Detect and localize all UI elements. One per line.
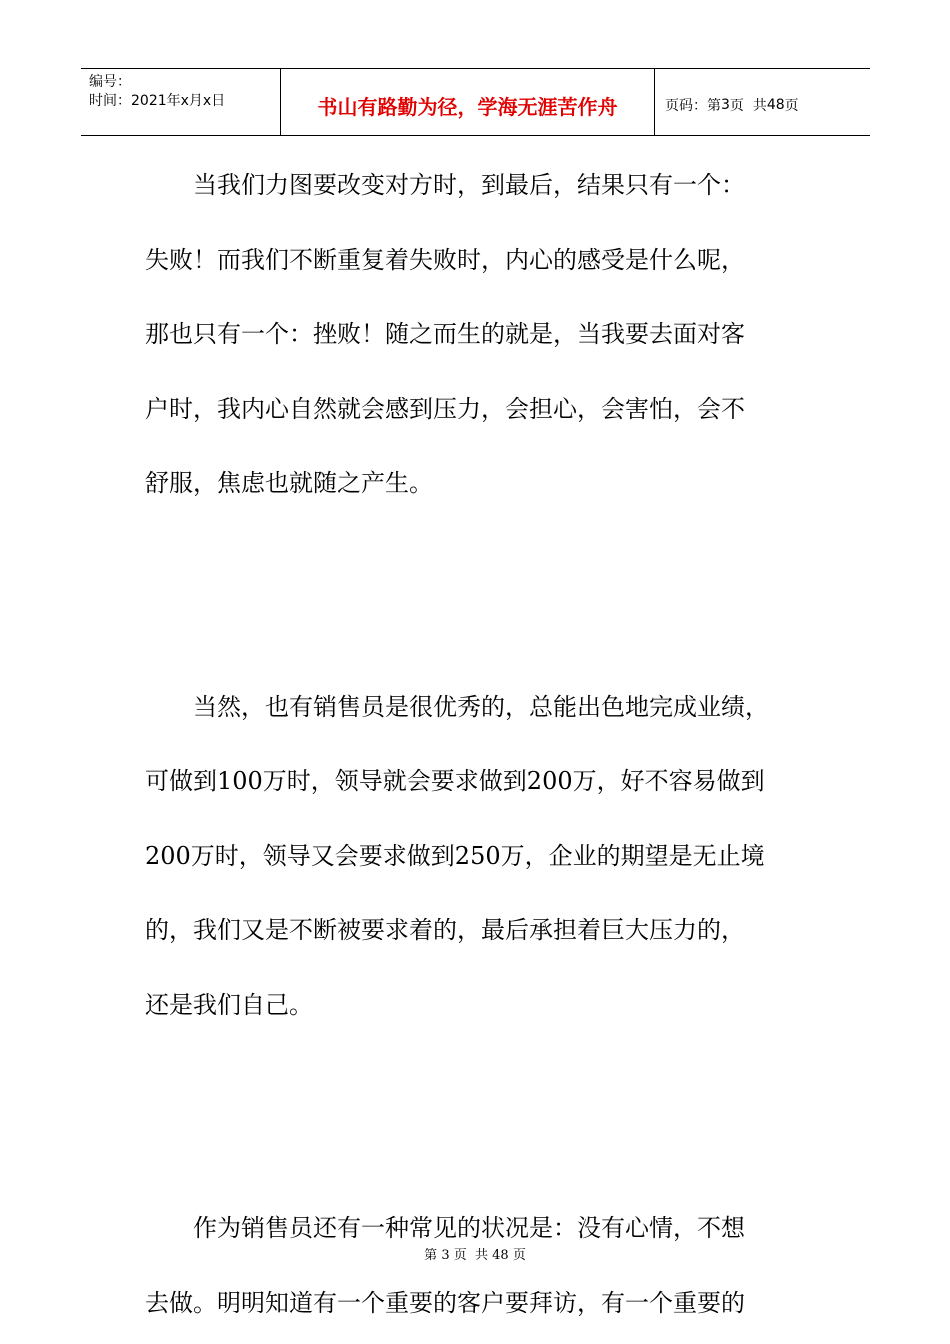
text-line: 户时，我内心自然就会感到压力，会担心，会害怕，会不 xyxy=(145,394,745,423)
text-line: 失败！而我们不断重复着失败时，内心的感受是什么呢， xyxy=(145,245,745,274)
header-motto: 书山有路勤为径，学海无涯苦作舟 xyxy=(281,69,655,135)
header-page-current: 3 xyxy=(721,97,730,113)
text-line: 还是我们自己。 xyxy=(145,990,313,1019)
header-page-mid: 页 共 xyxy=(729,98,767,114)
header-meta xyxy=(81,69,281,135)
footer-suffix: 页 xyxy=(512,1248,526,1263)
footer-mid: 页 共 xyxy=(453,1248,488,1263)
header-page-prefix: 页码：第 xyxy=(665,98,721,114)
text-line: 舒服，焦虑也就随之产生。 xyxy=(145,469,433,497)
paragraph-1 xyxy=(145,148,825,521)
header-page-info xyxy=(655,69,870,135)
page-footer xyxy=(0,1244,950,1263)
paragraph-3 xyxy=(145,1191,825,1340)
footer-current: 3 xyxy=(441,1248,450,1263)
paragraph-2 xyxy=(145,670,825,1043)
text-line: 当然，也有销售员是很优秀的，总能出色地完成业绩， xyxy=(145,692,769,721)
text-line: 可做到100万时，领导就会要求做到200万，好不容易做到 xyxy=(145,767,765,795)
paragraph-gap xyxy=(145,1042,825,1191)
text-line: 作为销售员还有一种常见的状况是：没有心情，不想 xyxy=(145,1214,745,1242)
header-page-total: 48 xyxy=(766,97,785,113)
text-line: 当我们力图要改变对方时，到最后，结果只有一个： xyxy=(145,171,745,199)
text-line: 200万时，领导又会要求做到250万，企业的期望是无止境 xyxy=(145,841,765,870)
document-body xyxy=(145,148,825,1340)
footer-total: 48 xyxy=(492,1248,509,1263)
text-line: 的，我们又是不断被要求着的，最后承担着巨大压力的， xyxy=(145,916,745,944)
paragraph-gap xyxy=(145,521,825,670)
header-date-label: 时间：2021年x月x日 xyxy=(89,93,226,109)
header-page-suffix: 页 xyxy=(784,98,799,114)
text-line: 去做。明明知道有一个重要的客户要拜访，有一个重要的 xyxy=(145,1288,745,1317)
page-header xyxy=(81,68,870,136)
text-line: 那也只有一个：挫败！随之而生的就是，当我要去面对客 xyxy=(145,320,745,348)
header-number-label: 编号： xyxy=(89,74,131,90)
footer-prefix: 第 xyxy=(424,1248,438,1263)
